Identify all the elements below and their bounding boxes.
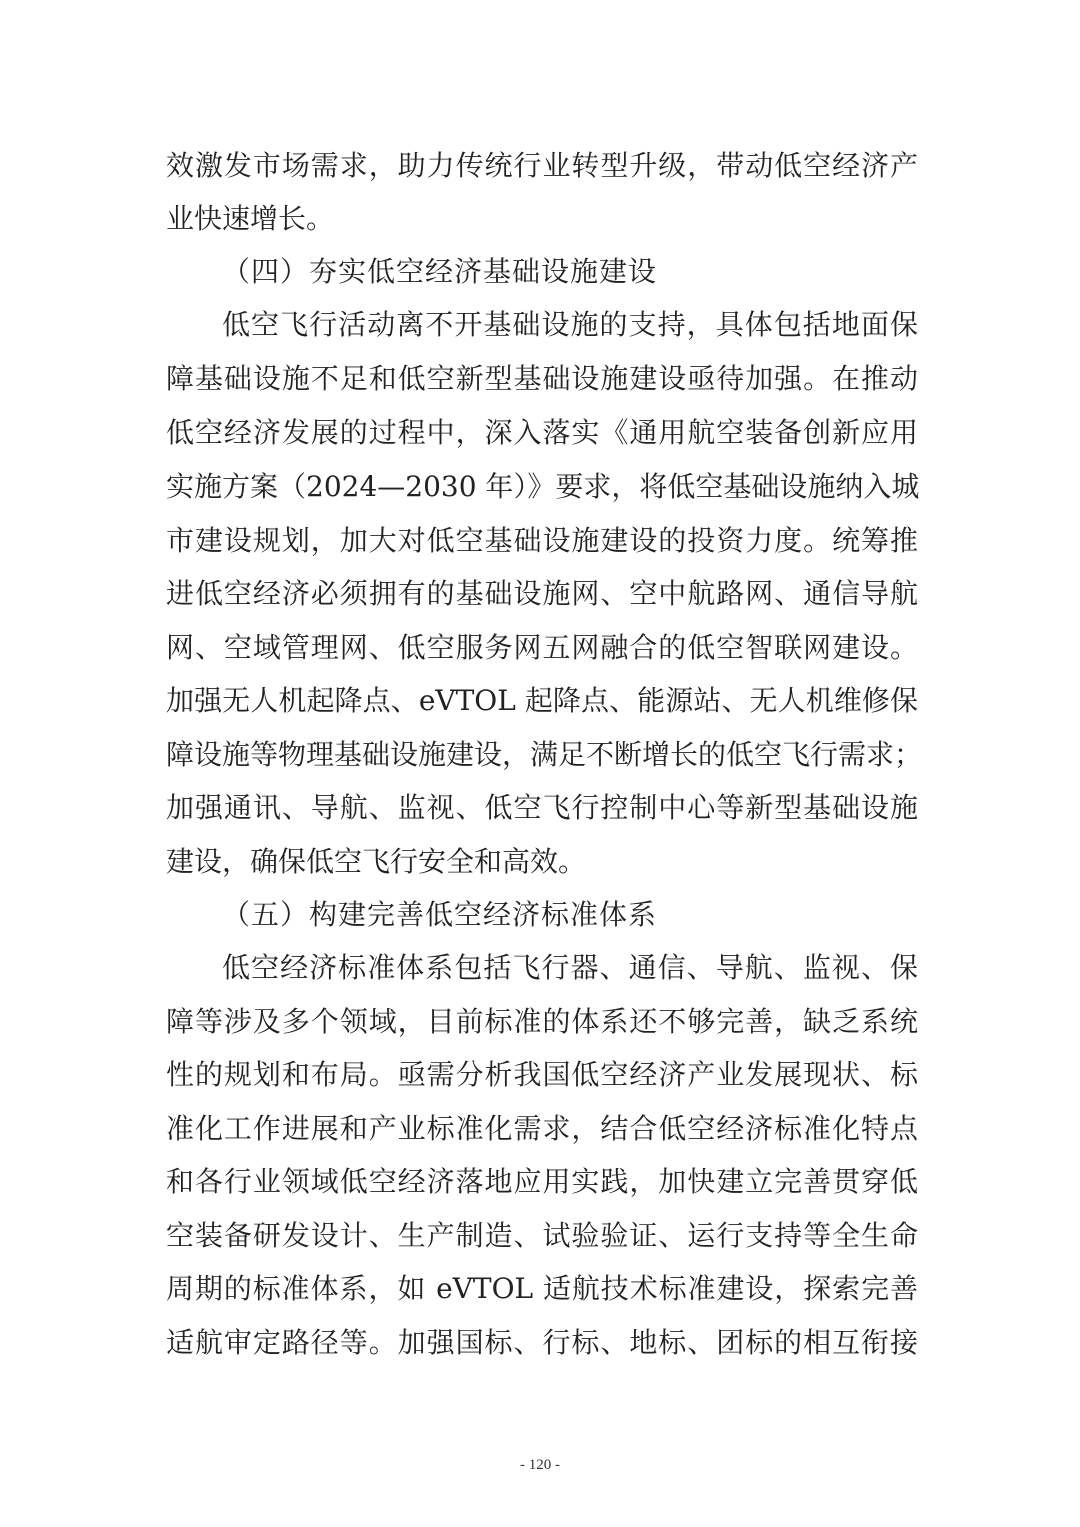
paragraph-line: 空装备研发设计、生产制造、试验验证、运行支持等全生命 [166, 1219, 918, 1252]
paragraph-line: 性的规划和布局。亟需分析我国低空经济产业发展现状、标 [166, 1058, 918, 1091]
paragraph-line: 业快速增长。 [166, 202, 335, 235]
paragraph-line: 和各行业领域低空经济落地应用实践，加快建立完善贯穿低 [166, 1165, 918, 1198]
section-heading-4: （四）夯实低空经济基础设施建设 [222, 255, 658, 288]
paragraph-line: 加强无人机起降点、eVTOL 起降点、能源站、无人机维修保 [166, 684, 918, 717]
paragraph-line: 实施方案（2024—2030 年）》要求，将低空基础设施纳入城 [166, 470, 920, 503]
paragraph-line: 适航审定路径等。加强国标、行标、地标、团标的相互衔接 [166, 1326, 918, 1359]
paragraph-line: 进低空经济必须拥有的基础设施网、空中航路网、通信导航 [166, 577, 918, 610]
paragraph-line: 准化工作进展和产业标准化需求，结合低空经济标准化特点 [166, 1112, 918, 1145]
paragraph-line: 低空经济标准体系包括飞行器、通信、导航、监视、保 [222, 951, 918, 984]
paragraph-line: 低空飞行活动离不开基础设施的支持，具体包括地面保 [222, 308, 918, 341]
paragraph-line: 周期的标准体系，如 eVTOL 适航技术标准建设，探索完善 [166, 1272, 918, 1305]
paragraph-line: 网、空域管理网、低空服务网五网融合的低空智联网建设。 [166, 631, 918, 664]
paragraph-line: 加强通讯、导航、监视、低空飞行控制中心等新型基础设施 [166, 791, 918, 824]
paragraph-line: 障等涉及多个领域，目前标准的体系还不够完善，缺乏系统 [166, 1005, 918, 1038]
paragraph-line: 效激发市场需求，助力传统行业转型升级，带动低空经济产 [166, 149, 918, 182]
section-heading-5: （五）构建完善低空经济标准体系 [222, 898, 658, 931]
paragraph-line: 障基础设施不足和低空新型基础设施建设亟待加强。在推动 [166, 362, 918, 395]
paragraph-line: 市建设规划，加大对低空基础设施建设的投资力度。统筹推 [166, 524, 918, 557]
paragraph-line: 障设施等物理基础设施建设，满足不断增长的低空飞行需求； [166, 738, 923, 771]
paragraph-line: 低空经济发展的过程中，深入落实《通用航空装备创新应用 [166, 416, 918, 449]
page-number: - 120 - [520, 1457, 560, 1473]
paragraph-line: 建设，确保低空飞行安全和高效。 [166, 845, 587, 878]
